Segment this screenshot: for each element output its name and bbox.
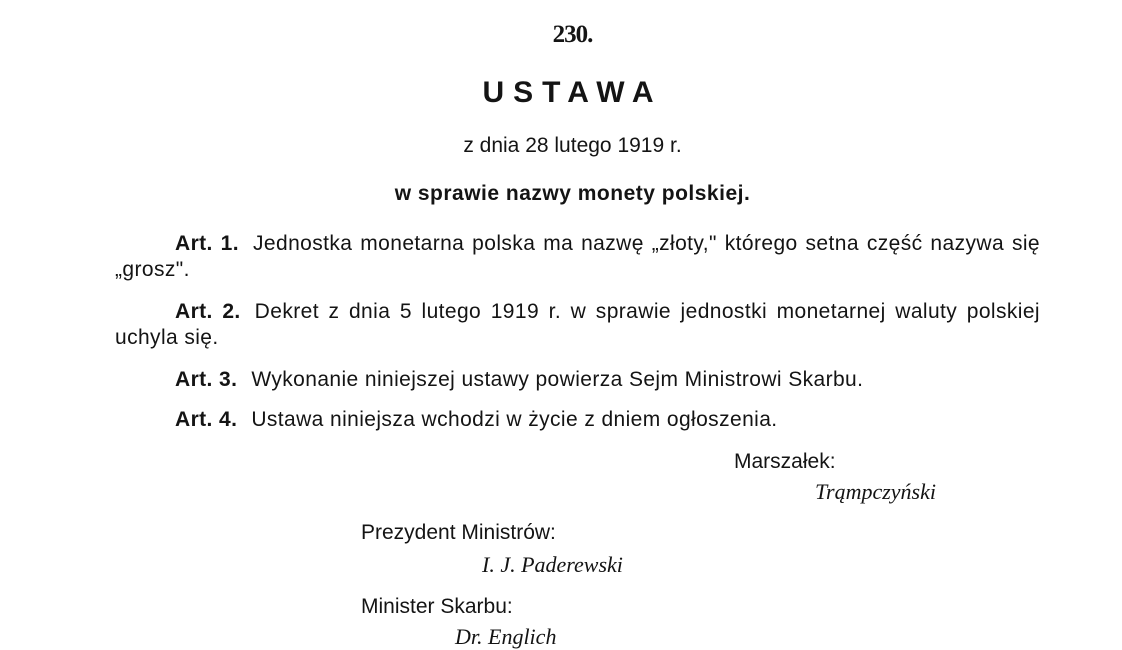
article-4 (115, 407, 1040, 433)
article-label: Art. 3. (175, 368, 238, 391)
article-label: Art. 2. (175, 300, 241, 323)
act-number: 230. (552, 21, 593, 48)
article-text: Wykonanie niniejszej ustawy powierza Sejm Ministrowi Skarbu. (251, 368, 864, 391)
signature-role-treasury-minister: Minister Skarbu: (361, 595, 513, 618)
article-3 (115, 367, 1040, 393)
article-text: Jednostka monetarna polska ma nazwę „złoty," którego setna część nazywa się „grosz". (115, 232, 1040, 281)
signature-name-treasury-minister: Dr. Englich (455, 624, 557, 649)
article-text: Dekret z dnia 5 lutego 1919 r. w sprawie jednostki monetarnej waluty polskiej uchyla się. (115, 300, 1040, 349)
signature-name-marshal: Trąmpczyński (815, 479, 936, 504)
document-date: z dnia 28 lutego 1919 r. (463, 134, 682, 157)
document-subject: w sprawie nazwy monety polskiej. (394, 182, 751, 205)
signature-name-prime-minister: I. J. Paderewski (482, 552, 623, 577)
article-2 (115, 299, 1040, 351)
article-label: Art. 4. (175, 408, 238, 431)
article-text: Ustawa niniejsza wchodzi w życie z dniem ogłoszenia. (251, 408, 778, 431)
signature-role-prime-minister: Prezydent Ministrów: (361, 521, 556, 544)
article-label: Art. 1. (175, 232, 240, 255)
signature-role-marshal: Marszałek: (734, 450, 836, 473)
document-title: USTAWA (482, 76, 663, 109)
article-1 (115, 231, 1040, 283)
